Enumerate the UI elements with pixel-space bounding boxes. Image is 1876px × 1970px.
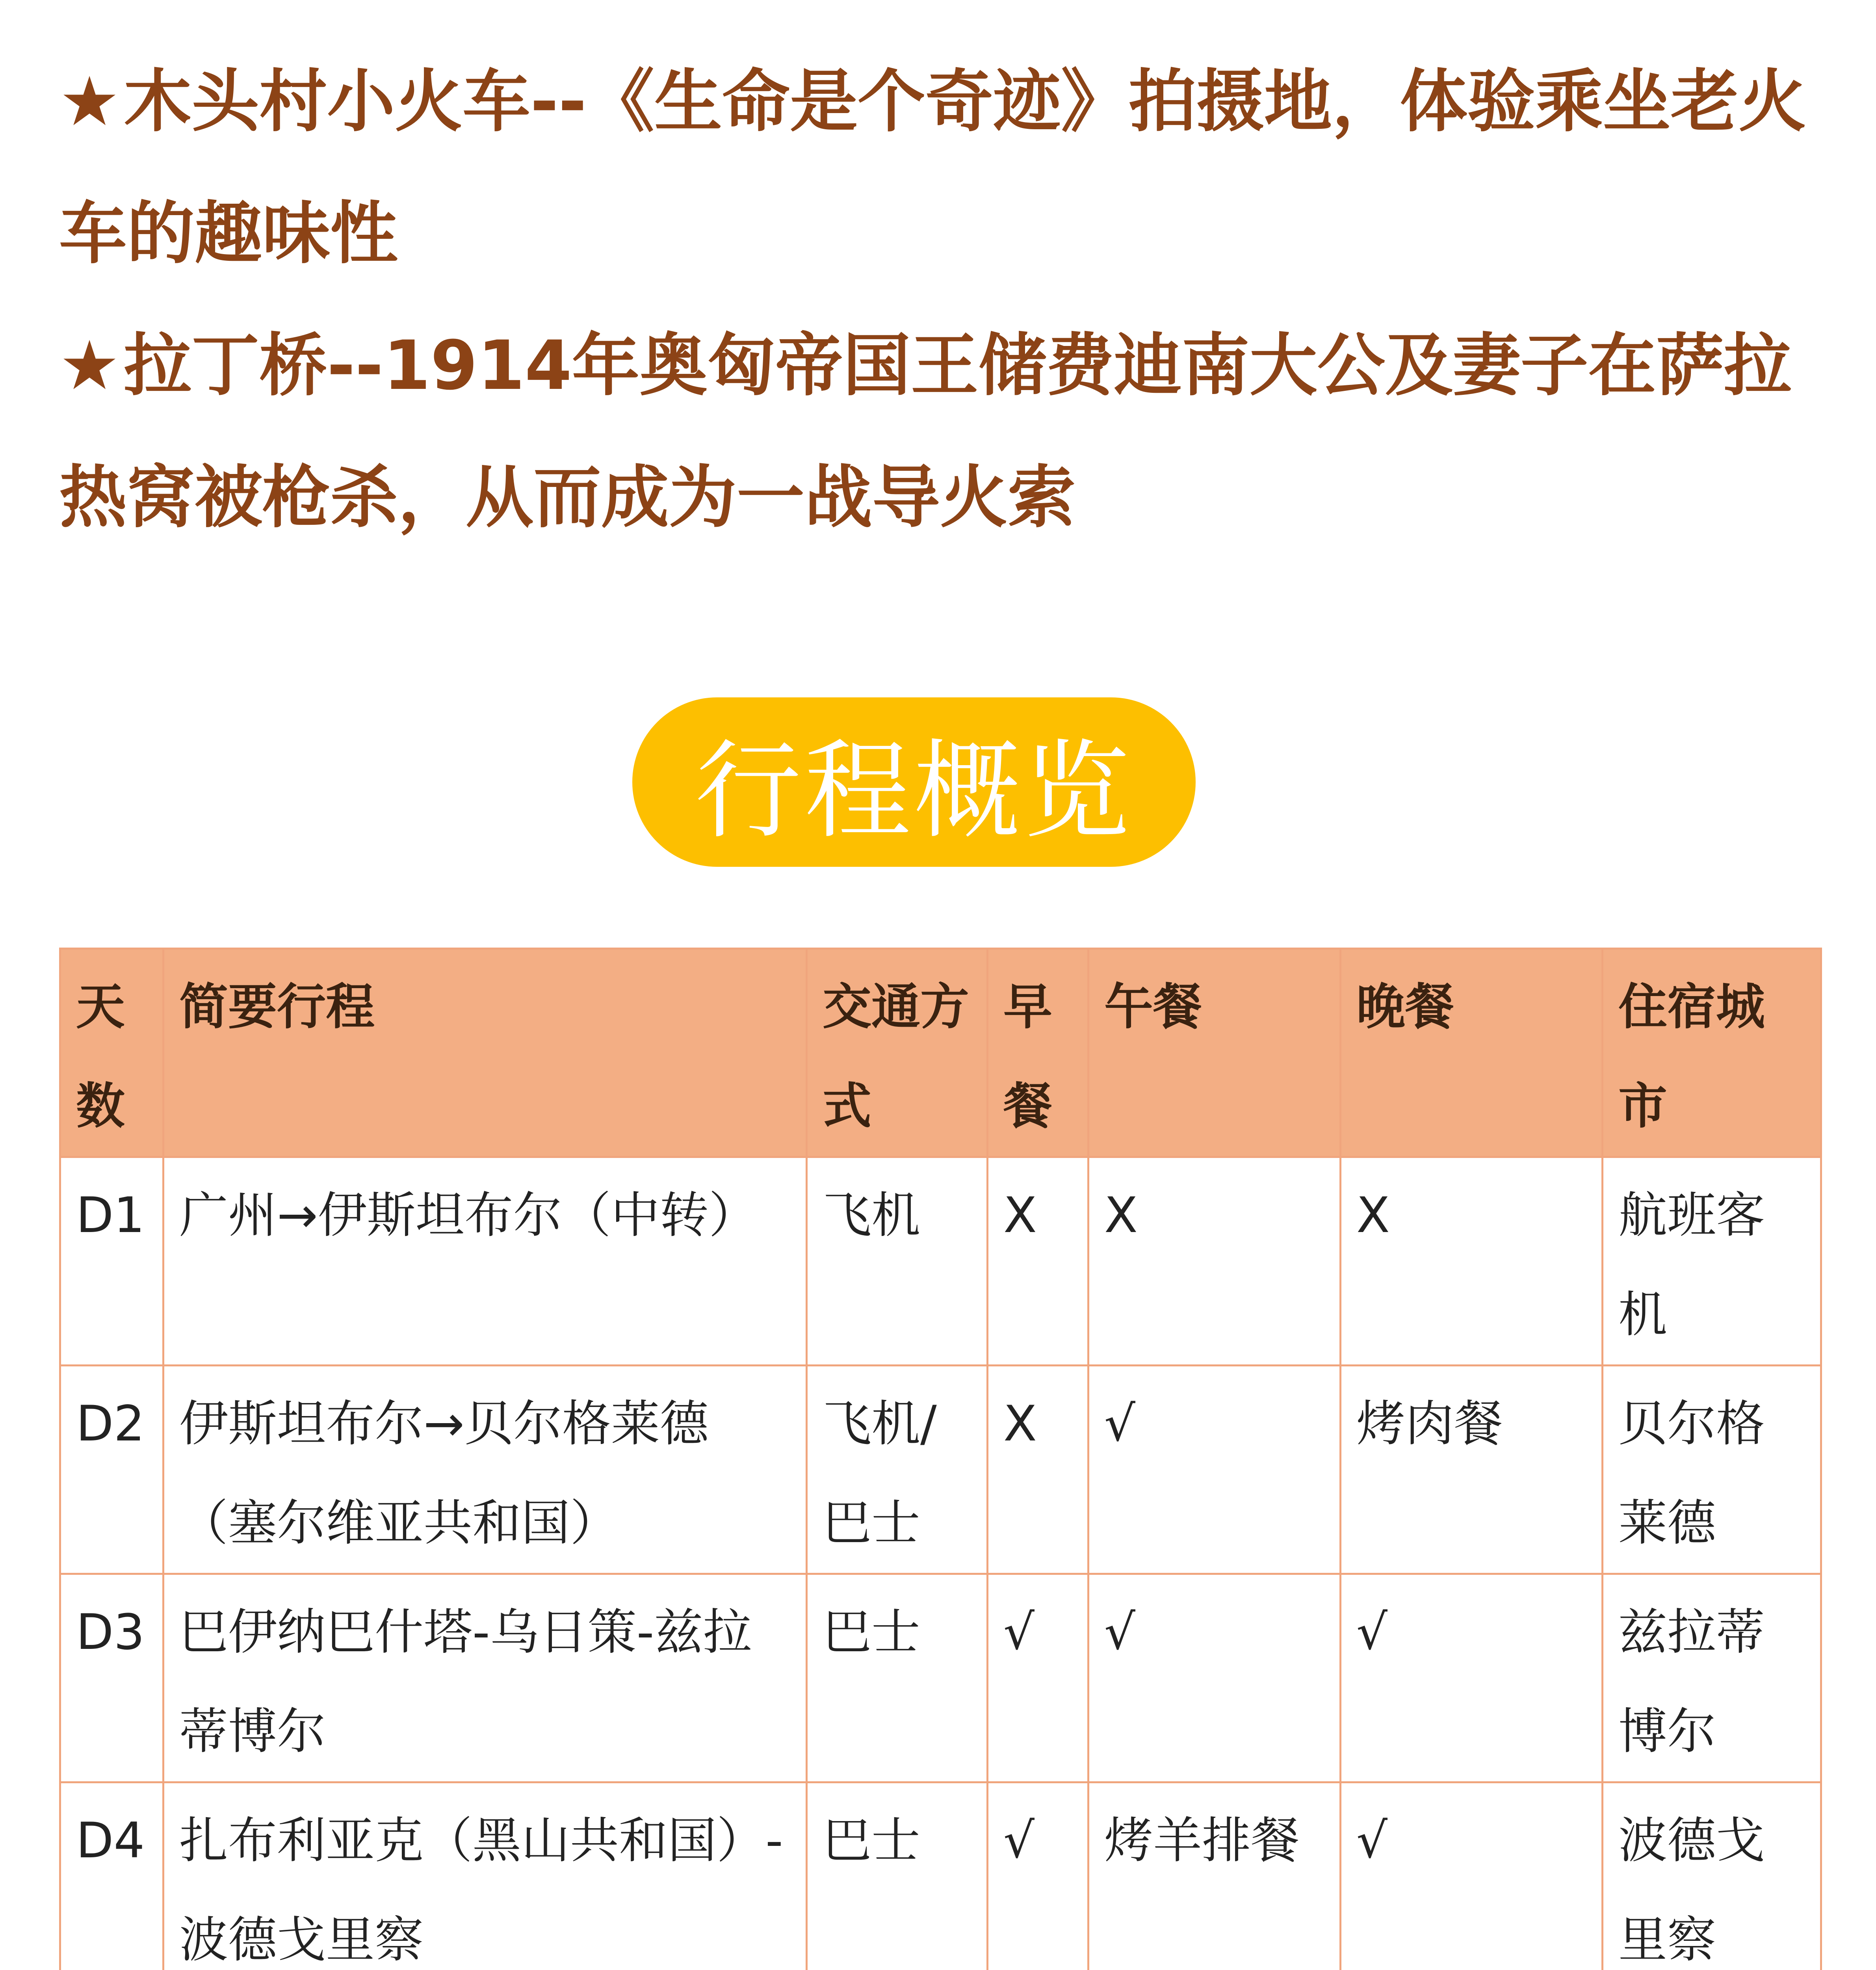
cell-hotel: 波德戈里察 xyxy=(1603,1782,1821,1970)
cell-hotel: 兹拉蒂博尔 xyxy=(1603,1574,1821,1782)
table-header-row xyxy=(60,949,1821,1157)
cell-breakfast: X xyxy=(988,1366,1088,1574)
cell-lunch: 烤羊排餐 xyxy=(1088,1782,1341,1970)
star-icon: ★ xyxy=(59,62,120,141)
cell-dinner: √ xyxy=(1341,1574,1603,1782)
cell-lunch: √ xyxy=(1088,1366,1341,1574)
cell-breakfast: √ xyxy=(988,1782,1088,1970)
highlight-text: 拉丁桥--1914年奥匈帝国王储费迪南大公及妻子在萨拉热窝被枪杀，从而成为一战导火索 xyxy=(59,326,1792,537)
cell-lunch: √ xyxy=(1088,1574,1341,1782)
header-breakfast: 早餐 xyxy=(988,949,1088,1157)
header-hotel: 住宿城市 xyxy=(1603,949,1821,1157)
cell-day: D4 xyxy=(60,1782,163,1970)
cell-transport: 巴士 xyxy=(807,1782,988,1970)
table-row xyxy=(60,1782,1821,1970)
highlight-text: 木头村小火车--《生命是个奇迹》拍摄地，体验乘坐老火车的趣味性 xyxy=(59,62,1806,273)
cell-breakfast: √ xyxy=(988,1574,1088,1782)
cell-day: D1 xyxy=(60,1157,163,1366)
table-row xyxy=(60,1157,1821,1366)
table-row xyxy=(60,1366,1821,1574)
cell-transport: 飞机/巴士 xyxy=(807,1366,988,1574)
header-transport: 交通方式 xyxy=(807,949,988,1157)
header-dinner: 晚餐 xyxy=(1341,949,1603,1157)
header-lunch: 午餐 xyxy=(1088,949,1341,1157)
cell-day: D3 xyxy=(60,1574,163,1782)
cell-route: 扎布利亚克（黑山共和国）-波德戈里察 xyxy=(163,1782,807,1970)
cell-dinner: √ xyxy=(1341,1782,1603,1970)
itinerary-table xyxy=(59,948,1822,1970)
cell-day: D2 xyxy=(60,1366,163,1574)
table-row xyxy=(60,1574,1821,1782)
cell-hotel: 贝尔格莱德 xyxy=(1603,1366,1821,1574)
section-title: 行程概览 xyxy=(695,729,1133,853)
cell-hotel: 航班客机 xyxy=(1603,1157,1821,1366)
cell-dinner: X xyxy=(1341,1157,1603,1366)
cell-breakfast: X xyxy=(988,1157,1088,1366)
cell-route: 巴伊纳巴什塔-乌日策-兹拉蒂博尔 xyxy=(163,1574,807,1782)
star-icon: ★ xyxy=(59,326,120,405)
cell-transport: 飞机 xyxy=(807,1157,988,1366)
cell-route: 广州→伊斯坦布尔（中转） xyxy=(163,1157,807,1366)
header-route: 简要行程 xyxy=(163,949,807,1157)
header-day: 天数 xyxy=(60,949,163,1157)
section-title-pill xyxy=(632,697,1196,867)
cell-lunch: X xyxy=(1088,1157,1341,1366)
cell-route: 伊斯坦布尔→贝尔格莱德（塞尔维亚共和国） xyxy=(163,1366,807,1574)
highlight-wooden-village-train xyxy=(59,35,1824,299)
cell-transport: 巴士 xyxy=(807,1574,988,1782)
highlight-latin-bridge xyxy=(59,299,1824,563)
highlights xyxy=(59,35,1824,563)
cell-dinner: 烤肉餐 xyxy=(1341,1366,1603,1574)
